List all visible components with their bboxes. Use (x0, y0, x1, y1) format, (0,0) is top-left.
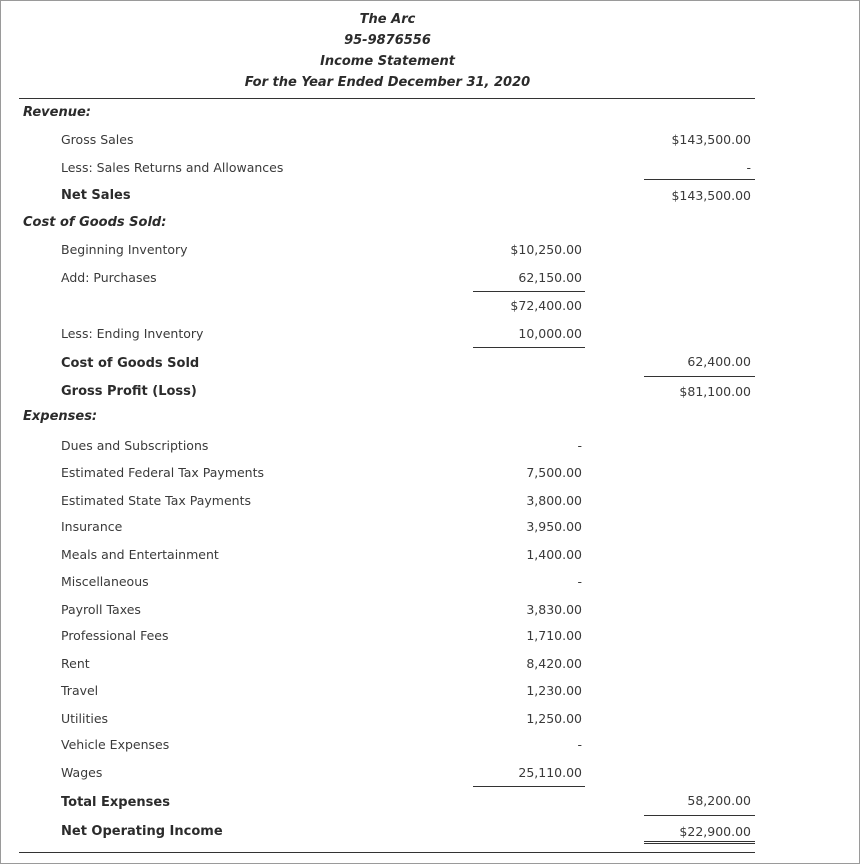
header-rule (19, 98, 755, 99)
net-sales-label: Net Sales (61, 188, 131, 203)
ending-inventory-value: 10,000.00 (518, 326, 582, 341)
company-ein: 95-9876556 (344, 33, 431, 48)
ending-inventory-rule (473, 347, 585, 348)
expense-label: Utilities (61, 711, 109, 726)
cogs-total-value: 62,400.00 (687, 354, 751, 369)
beginning-inventory-value: $10,250.00 (510, 242, 582, 257)
expense-label: Insurance (61, 519, 123, 534)
total-expenses-rule (644, 815, 755, 816)
expense-label: Wages (61, 765, 103, 780)
net-sales-value: $143,500.00 (671, 188, 751, 203)
purchases-value: 62,150.00 (518, 270, 582, 285)
purchases-label: Add: Purchases (61, 270, 157, 285)
expense-label: Miscellaneous (61, 574, 149, 589)
expense-value: 1,230.00 (526, 683, 582, 698)
expense-value: 1,250.00 (526, 711, 582, 726)
cogs-total-rule (644, 376, 755, 377)
expense-value: 8,420.00 (526, 656, 582, 671)
expense-label: Rent (61, 656, 90, 671)
gross-profit-value: $81,100.00 (679, 384, 751, 399)
purchases-rule (473, 291, 585, 292)
footer-rule (19, 852, 755, 853)
expense-label: Professional Fees (61, 628, 169, 643)
net-operating-income-value: $22,900.00 (679, 824, 751, 839)
returns-value: - (746, 160, 751, 175)
net-sales-rule (644, 179, 755, 180)
expense-label: Payroll Taxes (61, 602, 141, 617)
expense-label: Estimated Federal Tax Payments (61, 465, 265, 480)
net-income-double-rule (644, 841, 755, 844)
total-expenses-label: Total Expenses (61, 795, 170, 810)
expense-label: Dues and Subscriptions (61, 438, 209, 453)
statement-period: For the Year Ended December 31, 2020 (244, 75, 531, 90)
wages-rule (473, 786, 585, 787)
company-name: The Arc (359, 12, 416, 27)
returns-label: Less: Sales Returns and Allowances (61, 160, 284, 175)
cogs-total-label: Cost of Goods Sold (61, 356, 200, 371)
statement-title: Income Statement (320, 54, 455, 69)
expense-value: 3,830.00 (526, 602, 582, 617)
revenue-heading: Revenue: (23, 105, 91, 120)
net-operating-income-label: Net Operating Income (61, 824, 223, 839)
expenses-heading: Expenses: (23, 409, 98, 424)
expense-label: Travel (61, 683, 99, 698)
expense-value: 25,110.00 (518, 765, 582, 780)
cogs-heading: Cost of Goods Sold: (23, 215, 167, 230)
gross-profit-label: Gross Profit (Loss) (61, 384, 197, 399)
expense-label: Meals and Entertainment (61, 547, 219, 562)
gross-sales-label: Gross Sales (61, 132, 134, 147)
total-expenses-value: 58,200.00 (687, 793, 751, 808)
expense-value: 1,710.00 (526, 628, 582, 643)
expense-label: Estimated State Tax Payments (61, 493, 252, 508)
gross-sales-value: $143,500.00 (671, 132, 751, 147)
expense-value: 3,950.00 (526, 519, 582, 534)
expense-label: Vehicle Expenses (61, 737, 170, 752)
ending-inventory-label: Less: Ending Inventory (61, 326, 204, 341)
expense-value: - (577, 737, 582, 752)
expense-value: 3,800.00 (526, 493, 582, 508)
inventory-subtotal-value: $72,400.00 (510, 298, 582, 313)
expense-value: - (577, 438, 582, 453)
expense-value: - (577, 574, 582, 589)
beginning-inventory-label: Beginning Inventory (61, 242, 188, 257)
expense-value: 1,400.00 (526, 547, 582, 562)
expense-value: 7,500.00 (526, 465, 582, 480)
